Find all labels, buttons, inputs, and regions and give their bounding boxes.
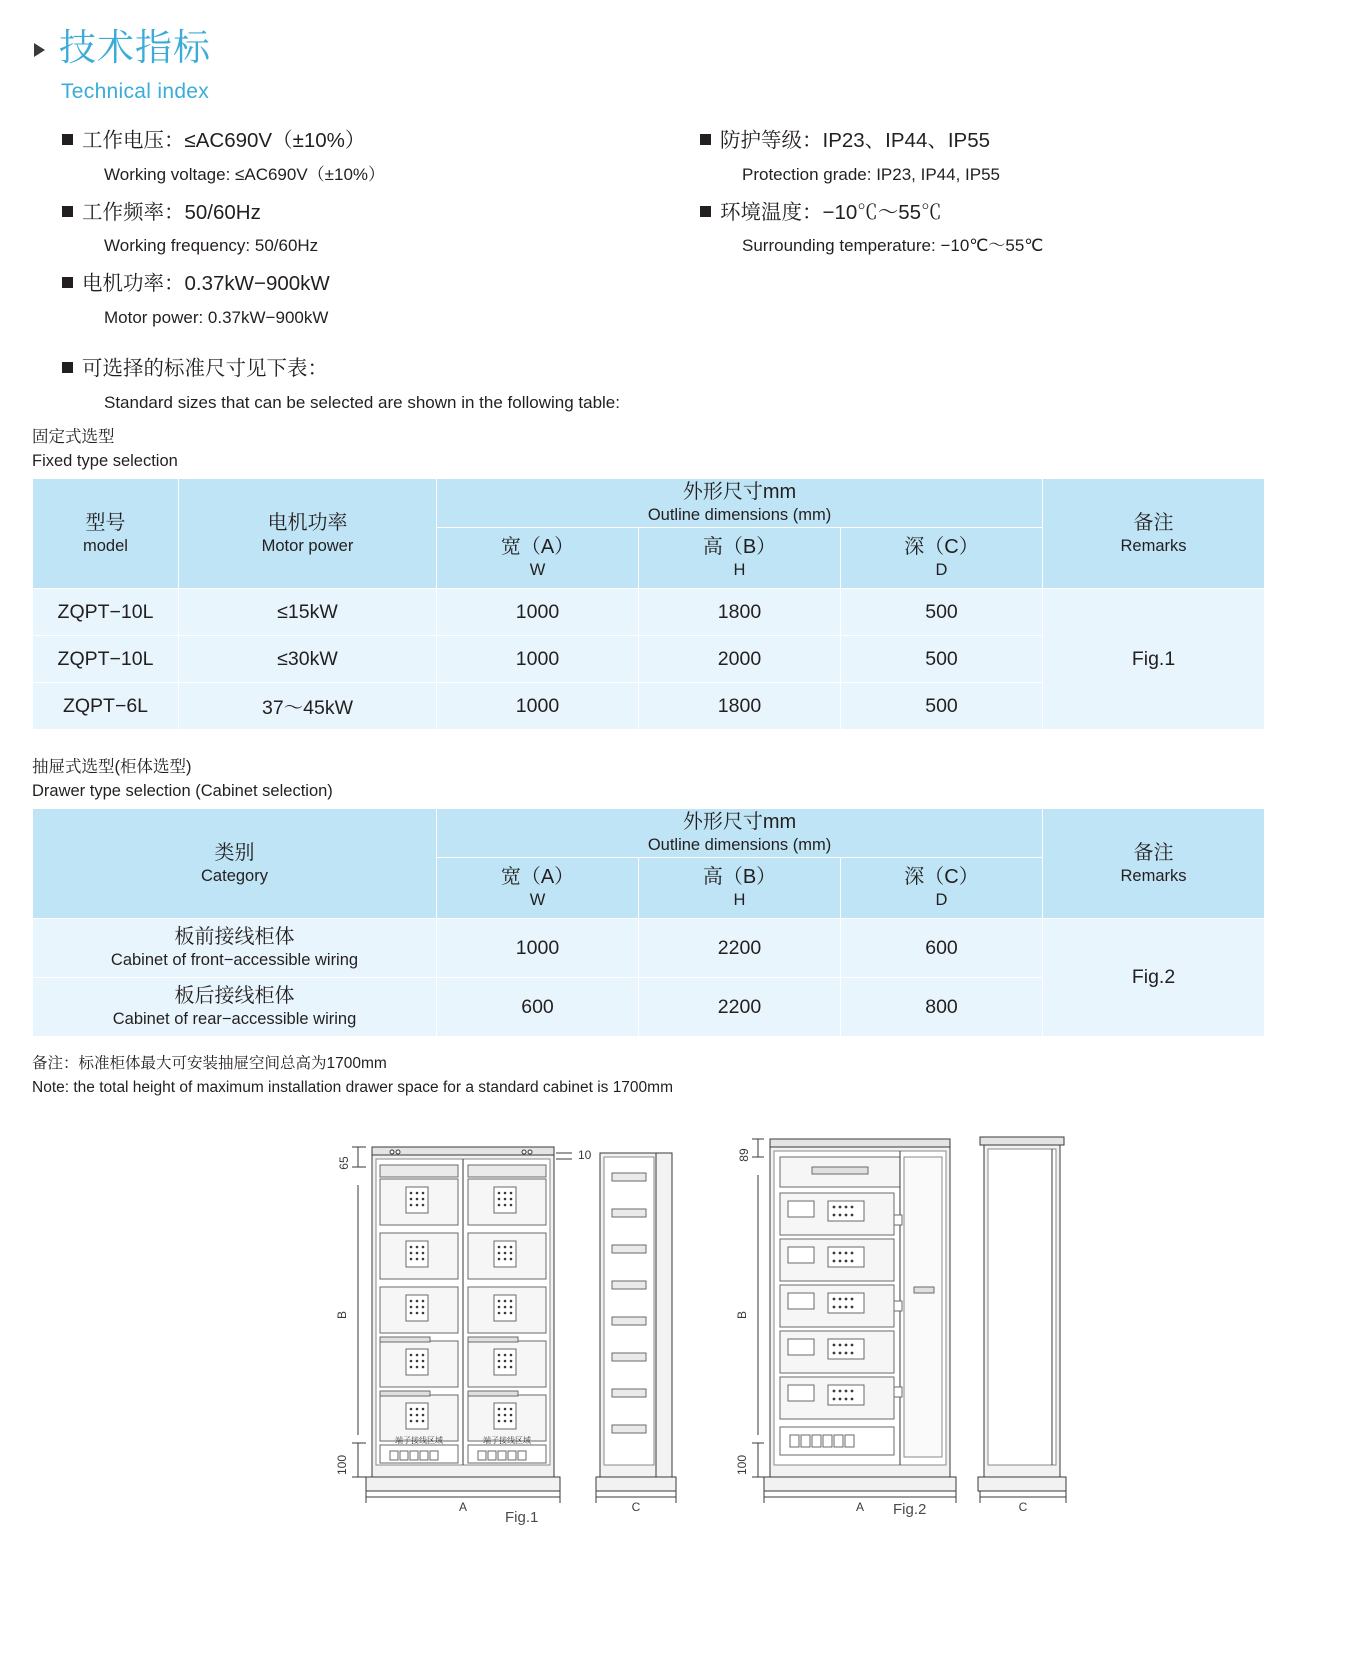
page-header bbox=[34, 28, 211, 104]
cell-power: 37～45kW bbox=[179, 683, 437, 730]
cell-width: 1000 bbox=[437, 919, 639, 978]
cell-depth: 800 bbox=[841, 978, 1043, 1037]
cell-depth: 500 bbox=[841, 589, 1043, 636]
cell-model: ZQPT−10L bbox=[33, 636, 179, 683]
page-title: 技术指标 bbox=[59, 27, 211, 68]
spec-column-left bbox=[62, 126, 672, 341]
triangle-right-icon bbox=[34, 43, 45, 57]
fig1-dim-bottom-label: 100 bbox=[335, 1454, 349, 1476]
spec-item-motor-power bbox=[62, 269, 672, 330]
spec-text-en: Working voltage: ≤AC690V（±10%） bbox=[104, 164, 386, 184]
spec-cn-row bbox=[62, 269, 672, 299]
header-cell-height bbox=[639, 528, 841, 589]
header-outline-cn: 外形尺寸mm bbox=[682, 811, 797, 833]
cell-remarks: Fig.2 bbox=[1043, 919, 1265, 1037]
table-row bbox=[33, 919, 1265, 978]
spec-cn-row bbox=[62, 354, 1262, 384]
header-model-en: model bbox=[83, 536, 128, 555]
note-en: Note: the total height of maximum installation drawer space for a standard cabinet is 1700mm bbox=[32, 1079, 673, 1097]
header-outline-en: Outline dimensions (mm) bbox=[647, 506, 832, 524]
bullet-square-icon bbox=[62, 134, 73, 145]
fig1-dim-base-a: A bbox=[458, 1500, 468, 1514]
spec-text-cn: 工作频率：50/60Hz bbox=[82, 200, 261, 224]
bullet-square-icon bbox=[62, 206, 73, 217]
header-remarks-en: Remarks bbox=[1120, 536, 1187, 555]
table-header-row bbox=[33, 809, 1265, 858]
bullet-square-icon bbox=[62, 362, 73, 373]
fig1-dim-top-right-label: 10 bbox=[578, 1148, 592, 1162]
cell-power: ≤30kW bbox=[179, 636, 437, 683]
header-power-en: Motor power bbox=[261, 536, 354, 555]
spec-text-cn: 工作电压：≤AC690V（±10%） bbox=[82, 129, 366, 152]
cell-height: 1800 bbox=[639, 683, 841, 730]
table-header-row bbox=[33, 479, 1265, 528]
page-subtitle: Technical index bbox=[61, 79, 210, 103]
header-outline-en: Outline dimensions (mm) bbox=[647, 836, 832, 854]
spec-text-en: Standard sizes that can be selected are shown in the following table: bbox=[104, 392, 620, 412]
spec-item-standard-sizes bbox=[62, 354, 1262, 415]
cell-width: 600 bbox=[437, 978, 639, 1037]
cell-depth: 600 bbox=[841, 919, 1043, 978]
bullet-square-icon bbox=[62, 277, 73, 288]
header-cell-height bbox=[639, 858, 841, 919]
cell-width: 1000 bbox=[437, 636, 639, 683]
cell-category-en: Cabinet of front−accessible wiring bbox=[110, 951, 359, 970]
header-cell-width bbox=[437, 528, 639, 589]
cell-width: 1000 bbox=[437, 683, 639, 730]
table-row bbox=[33, 589, 1265, 636]
header-title-row bbox=[34, 28, 211, 69]
bullet-square-icon bbox=[700, 134, 711, 145]
fig2-front-view bbox=[752, 1139, 956, 1503]
fixed-table-caption bbox=[32, 426, 178, 474]
header-cell-category bbox=[33, 809, 437, 919]
fig2-side-view bbox=[978, 1137, 1066, 1503]
cell-height: 2200 bbox=[639, 978, 841, 1037]
header-cell-motor-power bbox=[179, 479, 437, 589]
drawer-table-caption bbox=[32, 756, 333, 804]
fig1-dim-side-label: B bbox=[335, 1310, 349, 1320]
spec-item-working-voltage bbox=[62, 126, 672, 187]
cell-category bbox=[33, 919, 437, 978]
fig2-dim-side-label: B bbox=[735, 1310, 749, 1320]
spec-item-protection-grade bbox=[700, 126, 1310, 187]
header-cell-width bbox=[437, 858, 639, 919]
fig2-dim-base-a: A bbox=[855, 1500, 865, 1514]
header-depth-en: D bbox=[935, 891, 948, 910]
header-width-cn: 宽（A） bbox=[500, 536, 575, 559]
header-cell-outline-dimensions bbox=[437, 479, 1043, 528]
cell-category bbox=[33, 978, 437, 1037]
header-model-cn: 型号 bbox=[85, 511, 126, 534]
spec-item-surrounding-temperature bbox=[700, 198, 1310, 259]
figure-area bbox=[0, 1105, 1357, 1535]
spec-text-en: Protection grade: IP23, IP44, IP55 bbox=[742, 164, 1000, 184]
cell-height: 1800 bbox=[639, 589, 841, 636]
fig1-dim-base-c: C bbox=[631, 1500, 641, 1514]
fig1-zone-label-right: 端子接线区域 bbox=[483, 1436, 531, 1445]
fig1-caption: Fig.1 bbox=[505, 1509, 539, 1526]
header-height-cn: 高（B） bbox=[702, 866, 777, 889]
cell-depth: 500 bbox=[841, 636, 1043, 683]
cell-height: 2000 bbox=[639, 636, 841, 683]
fig2-dim-base-c: C bbox=[1018, 1500, 1028, 1514]
header-depth-en: D bbox=[935, 561, 948, 580]
spec-text-en: Surrounding temperature: −10℃～55℃ bbox=[742, 236, 1044, 256]
cell-category-en: Cabinet of rear−accessible wiring bbox=[112, 1010, 357, 1029]
cell-category-cn: 板前接线柜体 bbox=[174, 926, 295, 949]
header-remarks-en: Remarks bbox=[1120, 866, 1187, 885]
fig1-zone-label-left: 端子接线区域 bbox=[395, 1436, 443, 1445]
fixed-table-caption-cn: 固定式选型 bbox=[32, 428, 115, 446]
cell-width: 1000 bbox=[437, 589, 639, 636]
cell-model: ZQPT−6L bbox=[33, 683, 179, 730]
spec-text-cn: 环境温度：−10℃～55℃ bbox=[720, 200, 942, 224]
header-cell-remarks bbox=[1043, 809, 1265, 919]
cell-category-cn: 板后接线柜体 bbox=[174, 985, 295, 1008]
table-note bbox=[32, 1052, 673, 1100]
fig1-dim-top-label: 65 bbox=[337, 1156, 351, 1170]
fig2-caption: Fig.2 bbox=[893, 1501, 927, 1518]
header-category-en: Category bbox=[201, 866, 268, 885]
header-remarks-cn: 备注 bbox=[1133, 511, 1174, 534]
header-cell-outline-dimensions bbox=[437, 809, 1043, 858]
header-remarks-cn: 备注 bbox=[1133, 841, 1174, 864]
drawer-table-caption-en: Drawer type selection (Cabinet selection) bbox=[32, 781, 333, 800]
spec-text-cn: 电机功率：0.37kW−900kW bbox=[82, 272, 330, 296]
fig1-side-view bbox=[596, 1153, 676, 1503]
header-cell-depth bbox=[841, 528, 1043, 589]
bullet-square-icon bbox=[700, 206, 711, 217]
note-cn: 备注：标准柜体最大可安装抽屉空间总高为1700mm bbox=[32, 1055, 387, 1072]
fig2-dim-bottom-label: 100 bbox=[735, 1454, 749, 1476]
spec-column-right bbox=[700, 126, 1310, 269]
spec-cn-row bbox=[62, 126, 672, 156]
fixed-table-caption-en: Fixed type selection bbox=[32, 451, 178, 470]
spec-item-working-frequency bbox=[62, 198, 672, 259]
fig1-front-view bbox=[352, 1147, 572, 1503]
header-width-cn: 宽（A） bbox=[500, 866, 575, 889]
header-category-cn: 类别 bbox=[214, 841, 255, 864]
spec-text-cn: 可选择的标准尺寸见下表： bbox=[82, 357, 328, 380]
header-width-en: W bbox=[529, 891, 546, 910]
spec-cn-row bbox=[700, 126, 1310, 156]
header-power-cn: 电机功率 bbox=[267, 511, 348, 534]
header-height-en: H bbox=[733, 891, 746, 910]
spec-cn-row bbox=[62, 198, 672, 228]
fig2-dim-top-label: 89 bbox=[737, 1148, 751, 1162]
header-outline-cn: 外形尺寸mm bbox=[682, 481, 797, 503]
cell-model: ZQPT−10L bbox=[33, 589, 179, 636]
header-depth-cn: 深（C） bbox=[904, 536, 979, 559]
header-height-cn: 高（B） bbox=[702, 536, 777, 559]
fixed-type-selection-table bbox=[32, 478, 1265, 730]
spec-text-en: Working frequency: 50/60Hz bbox=[104, 236, 319, 256]
cell-height: 2200 bbox=[639, 919, 841, 978]
drawer-type-selection-table bbox=[32, 808, 1265, 1037]
header-width-en: W bbox=[529, 561, 546, 580]
cell-remarks: Fig.1 bbox=[1043, 589, 1265, 730]
header-height-en: H bbox=[733, 561, 746, 580]
header-cell-remarks bbox=[1043, 479, 1265, 589]
cell-depth: 500 bbox=[841, 683, 1043, 730]
cell-power: ≤15kW bbox=[179, 589, 437, 636]
drawer-table-caption-cn: 抽屉式选型(柜体选型) bbox=[32, 758, 192, 776]
spec-text-cn: 防护等级：IP23、IP44、IP55 bbox=[720, 129, 991, 152]
spec-text-en: Motor power: 0.37kW−900kW bbox=[104, 307, 329, 327]
cabinet-drawings bbox=[0, 1105, 1357, 1535]
header-depth-cn: 深（C） bbox=[904, 866, 979, 889]
spec-cn-row bbox=[700, 198, 1310, 228]
header-cell-model bbox=[33, 479, 179, 589]
header-cell-depth bbox=[841, 858, 1043, 919]
